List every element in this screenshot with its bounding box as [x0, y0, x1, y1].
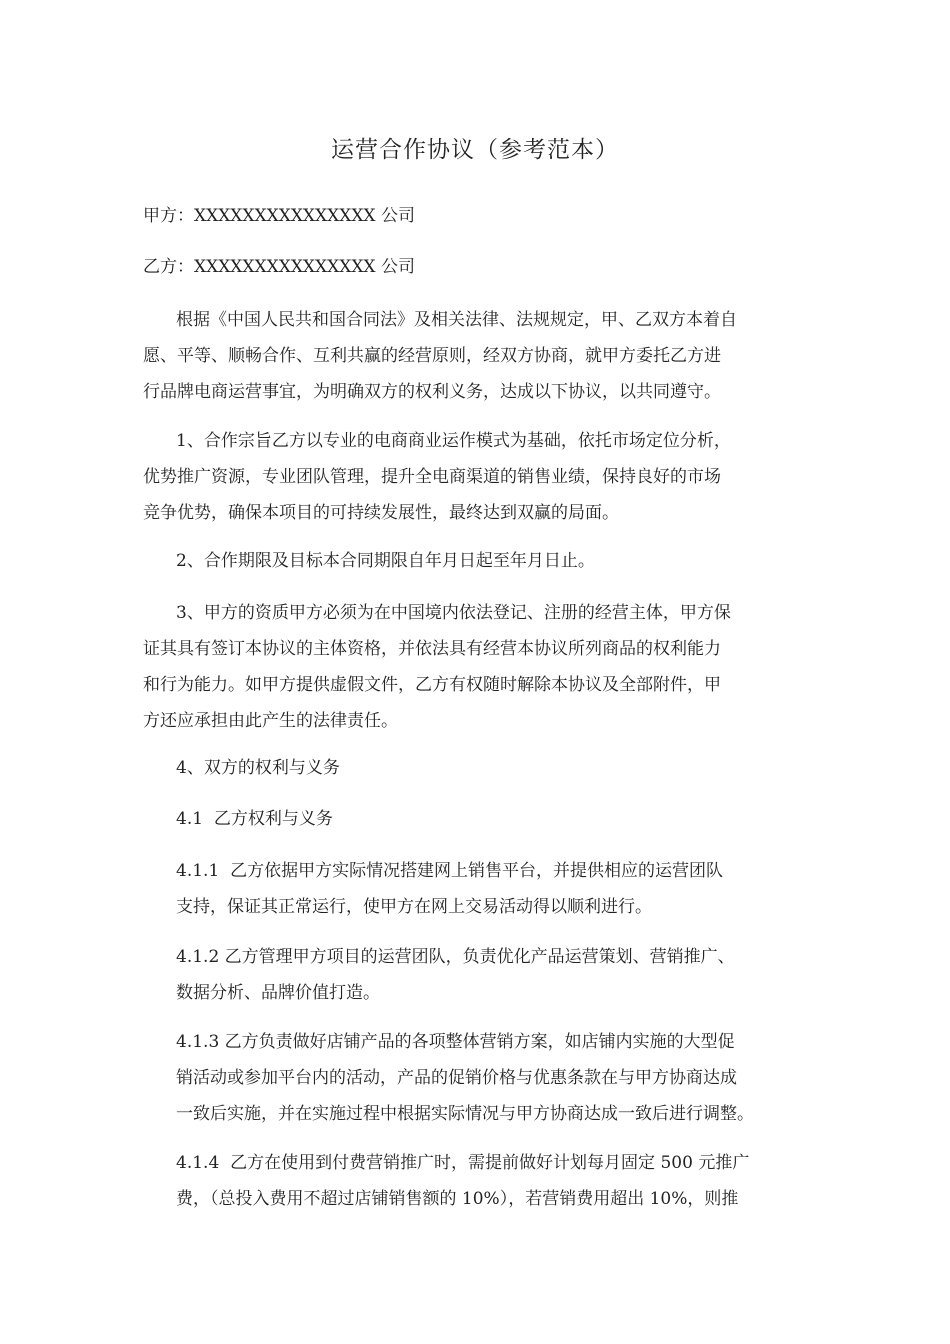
paragraph-line: 优势推广资源，专业团队管理，提升全电商渠道的销售业绩，保持良好的市场 [143, 467, 721, 487]
clause-4-1-1 [176, 853, 723, 925]
party-b [143, 249, 415, 285]
clause-3 [143, 595, 731, 739]
paragraph-line: 行品牌电商运营事宜，为明确双方的权利义务，达成以下协议，以共同遵守。 [143, 382, 721, 402]
party-a-text: 甲方：XXXXXXXXXXXXXXX 公司 [143, 206, 415, 226]
document-title: 运营合作协议（参考范本） [331, 137, 619, 163]
intro-paragraph [143, 302, 737, 410]
paragraph-line: 和行为能力。如甲方提供虚假文件，乙方有权随时解除本协议及全部附件，甲 [143, 675, 721, 695]
paragraph-line: 4.1 乙方权利与义务 [176, 809, 333, 829]
paragraph-line: 3、甲方的资质甲方必须为在中国境内依法登记、注册的经营主体，甲方保 [176, 603, 731, 623]
paragraph-line: 方还应承担由此产生的法律责任。 [143, 711, 398, 731]
paragraph-line: 竞争优势，确保本项目的可持续发展性，最终达到双赢的局面。 [143, 503, 619, 523]
paragraph-line: 愿、平等、顺畅合作、互利共赢的经营原则，经双方协商，就甲方委托乙方进 [143, 346, 721, 366]
paragraph-line: 4.1.4 乙方在使用到付费营销推广时，需提前做好计划每月固定 500 元推广 [176, 1153, 750, 1173]
paragraph-line: 一致后实施，并在实施过程中根据实际情况与甲方协商达成一致后进行调整。 [176, 1104, 754, 1124]
clause-4 [176, 750, 340, 786]
paragraph-line: 支持，保证其正常运行，使甲方在网上交易活动得以顺利进行。 [176, 897, 652, 917]
paragraph-line: 根据《中国人民共和国合同法》及相关法律、法规规定，甲、乙双方本着自 [176, 310, 737, 330]
clause-4-1 [176, 801, 333, 837]
clause-1 [143, 423, 731, 531]
party-b-text: 乙方：XXXXXXXXXXXXXXX 公司 [143, 257, 415, 277]
clause-4-1-2 [176, 939, 735, 1011]
paragraph-line: 证其具有签订本协议的主体资格，并依法具有经营本协议所列商品的权利能力 [143, 639, 721, 659]
paragraph-line: 销活动或参加平台内的活动，产品的促销价格与优惠条款在与甲方协商达成 [176, 1068, 737, 1088]
paragraph-line: 费，（总投入费用不超过店铺销售额的 10%），若营销费用超出 10%，则推 [176, 1189, 739, 1209]
paragraph-line: 2、合作期限及目标本合同期限自年月日起至年月日止。 [176, 551, 595, 571]
paragraph-line: 1、合作宗旨乙方以专业的电商商业运作模式为基础，依托市场定位分析， [176, 431, 731, 451]
paragraph-line: 4.1.2 乙方管理甲方项目的运营团队，负责优化产品运营策划、营销推广、 [176, 947, 735, 967]
paragraph-line: 4.1.3 乙方负责做好店铺产品的各项整体营销方案，如店铺内实施的大型促 [176, 1032, 735, 1052]
clause-4-1-4 [176, 1145, 749, 1217]
paragraph-line: 数据分析、品牌价值打造。 [176, 983, 380, 1003]
clause-2 [176, 543, 595, 579]
paragraph-line: 4、双方的权利与义务 [176, 758, 340, 778]
paragraph-line: 4.1.1 乙方依据甲方实际情况搭建网上销售平台，并提供相应的运营团队 [176, 861, 724, 881]
party-a [143, 198, 415, 234]
clause-4-1-3 [176, 1024, 754, 1132]
